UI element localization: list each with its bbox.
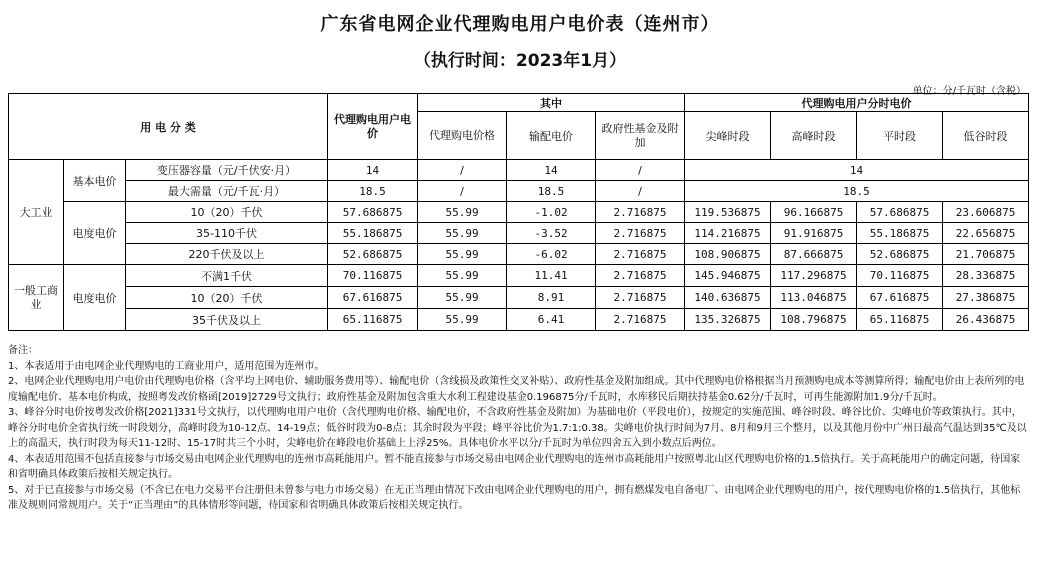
cell-valley: 21.706875	[943, 244, 1029, 265]
group-general: 一般工商业	[9, 265, 64, 331]
row-label: 最大需量（元/千瓦·月）	[126, 181, 328, 202]
cell-peak: 114.216875	[685, 223, 771, 244]
row-label: 变压器容量（元/千伏安·月）	[126, 160, 328, 181]
header-flat: 平时段	[857, 112, 943, 160]
cell-flat: 52.686875	[857, 244, 943, 265]
cell-high: 91.916875	[771, 223, 857, 244]
row-label: 不满1千伏	[126, 265, 328, 287]
cell-valley: 22.656875	[943, 223, 1029, 244]
cell-price: 57.686875	[328, 202, 418, 223]
cell-transmission: -3.52	[507, 223, 596, 244]
unit-note: 单位：分/千瓦时（含税）	[912, 86, 1026, 97]
header-of-which: 其中	[418, 94, 685, 112]
header-high: 高峰时段	[771, 112, 857, 160]
cell-peak: 135.326875	[685, 309, 771, 331]
header-tou: 代理购电用户分时电价	[685, 94, 1029, 112]
cell-peak: 140.636875	[685, 287, 771, 309]
cell-fund: 2.716875	[596, 287, 685, 309]
header-gov-fund: 政府性基金及附加	[596, 112, 685, 160]
header-valley: 低谷时段	[943, 112, 1029, 160]
cell-tou-merged: 18.5	[685, 181, 1029, 202]
cell-tou-merged: 14	[685, 160, 1029, 181]
price-table	[8, 93, 1029, 331]
table-row	[9, 287, 1029, 309]
cell-proxy: 55.99	[418, 287, 507, 309]
cell-price: 14	[328, 160, 418, 181]
cell-price: 18.5	[328, 181, 418, 202]
cell-fund: /	[596, 181, 685, 202]
cell-proxy: 55.99	[418, 309, 507, 331]
cell-fund: 2.716875	[596, 309, 685, 331]
cell-transmission: -6.02	[507, 244, 596, 265]
cell-proxy: /	[418, 160, 507, 181]
cell-flat: 67.616875	[857, 287, 943, 309]
table-row	[9, 160, 1029, 181]
group-large-industry: 大工业	[9, 160, 64, 265]
cell-transmission: 8.91	[507, 287, 596, 309]
row-label: 35-110千伏	[126, 223, 328, 244]
cell-valley: 27.386875	[943, 287, 1029, 309]
cell-proxy: 55.99	[418, 202, 507, 223]
cell-transmission: -1.02	[507, 202, 596, 223]
header-category: 用 电 分 类	[9, 94, 328, 160]
table-row	[9, 202, 1029, 223]
cell-fund: 2.716875	[596, 223, 685, 244]
cell-valley: 26.436875	[943, 309, 1029, 331]
notes-heading: 备注：	[8, 345, 38, 356]
note-item: 2、电网企业代理购电用户电价由代理购电价格（含平均上网电价、辅助服务费用等）、输配电价（含线损及政策性交叉补贴）、政府性基金及附加组成。其中代理购电价格根据当月预测购电成本等测算所得；输配电价由上表所列的电度输配电价、基本电价构成，按照粤发改价格函[2019]2729号文执行；政府性基金及附加包含重大水利工程建设基金0.196875分/千瓦时，水库移民后期扶持基金0.62分/千瓦时，可再生能源附加1.9分/千瓦时。	[8, 376, 1025, 403]
cell-high: 113.046875	[771, 287, 857, 309]
table-row	[9, 223, 1029, 244]
cell-price: 55.186875	[328, 223, 418, 244]
cell-price: 67.616875	[328, 287, 418, 309]
table-row	[9, 309, 1029, 331]
cell-fund: 2.716875	[596, 202, 685, 223]
cell-price: 65.116875	[328, 309, 418, 331]
row-label: 220千伏及以上	[126, 244, 328, 265]
cell-proxy: 55.99	[418, 244, 507, 265]
cell-high: 108.796875	[771, 309, 857, 331]
note-item: 1、本表适用于由电网企业代理购电的工商业用户，适用范围为连州市。	[8, 360, 325, 372]
header-proxy-purchase: 代理购电价格	[418, 112, 507, 160]
header-proxy-price: 代理购电用户电价	[328, 94, 418, 160]
group-basic-price: 基本电价	[64, 160, 126, 202]
cell-high: 87.666875	[771, 244, 857, 265]
notes-section	[8, 343, 1028, 514]
cell-valley: 28.336875	[943, 265, 1029, 287]
cell-transmission: 11.41	[507, 265, 596, 287]
cell-price: 70.116875	[328, 265, 418, 287]
cell-transmission: 18.5	[507, 181, 596, 202]
cell-flat: 70.116875	[857, 265, 943, 287]
cell-fund: /	[596, 160, 685, 181]
cell-flat: 57.686875	[857, 202, 943, 223]
cell-peak: 119.536875	[685, 202, 771, 223]
cell-fund: 2.716875	[596, 244, 685, 265]
cell-fund: 2.716875	[596, 265, 685, 287]
group-energy-price: 电度电价	[64, 202, 126, 265]
cell-transmission: 6.41	[507, 309, 596, 331]
table-row	[9, 265, 1029, 287]
row-label: 10（20）千伏	[126, 287, 328, 309]
group-general-energy: 电度电价	[64, 265, 126, 331]
note-item: 4、本表适用范围不包括直接参与市场交易由电网企业代理购电的连州市高耗能用户。暂不能直接参与市场交易由电网企业代理购电的连州市高耗能用户按照粤北山区代理购电价格的1.5倍执行。关于高耗能用户的确定问题，待国家和省明确具体政策后按相关规定执行。	[8, 453, 1021, 480]
page-subtitle: （执行时间：2023年1月）	[413, 51, 627, 71]
row-label: 35千伏及以上	[126, 309, 328, 331]
cell-flat: 55.186875	[857, 223, 943, 244]
cell-flat: 65.116875	[857, 309, 943, 331]
note-item: 3、峰谷分时电价按粤发改价格[2021]331号文执行，以代理购电用户电价（含代理购电价格、输配电价，不含政府性基金及附加）为基础电价（平段电价），按规定的实施范围、峰谷时段、峰谷比价、尖峰电价等政策执行。其中，峰谷分时电价全省执行统一时段划分，高峰时段为10-12点、14-19点；低谷时段为0-8点；其余时段为平段；峰平谷比价为1.7:1:0.38。尖峰电价执行时间为7月、8月和9月三个整月，以及其他月份中广州日最高气温达到35℃及以上的高温天，执行时段为每天11-12时、15-17时共三个小时，尖峰电价在峰段电价基础上上浮25%。具体电价水平以分/千瓦时为单位四舍五入到小数点后两位。	[8, 407, 1027, 449]
cell-transmission: 14	[507, 160, 596, 181]
row-label: 10（20）千伏	[126, 202, 328, 223]
cell-proxy: 55.99	[418, 223, 507, 244]
cell-proxy: /	[418, 181, 507, 202]
cell-price: 52.686875	[328, 244, 418, 265]
page-title: 广东省电网企业代理购电用户电价表（连州市）	[320, 14, 720, 35]
cell-proxy: 55.99	[418, 265, 507, 287]
cell-high: 117.296875	[771, 265, 857, 287]
header-transmission: 输配电价	[507, 112, 596, 160]
header-peak: 尖峰时段	[685, 112, 771, 160]
cell-high: 96.166875	[771, 202, 857, 223]
table-row	[9, 181, 1029, 202]
cell-peak: 145.946875	[685, 265, 771, 287]
cell-valley: 23.606875	[943, 202, 1029, 223]
table-row	[9, 244, 1029, 265]
cell-peak: 108.906875	[685, 244, 771, 265]
note-item: 5、对于已直接参与市场交易（不含已在电力交易平台注册但未曾参与电力市场交易）在无正当理由情况下改由电网企业代理购电的用户，拥有燃煤发电自备电厂、由电网企业代理购电的用户，按代理购电价格的1.5倍执行，其他标准及规则同常规用户。关于“正当理由”的具体情形等问题，待国家和省明确具体政策后按相关规定执行。	[8, 484, 1021, 511]
